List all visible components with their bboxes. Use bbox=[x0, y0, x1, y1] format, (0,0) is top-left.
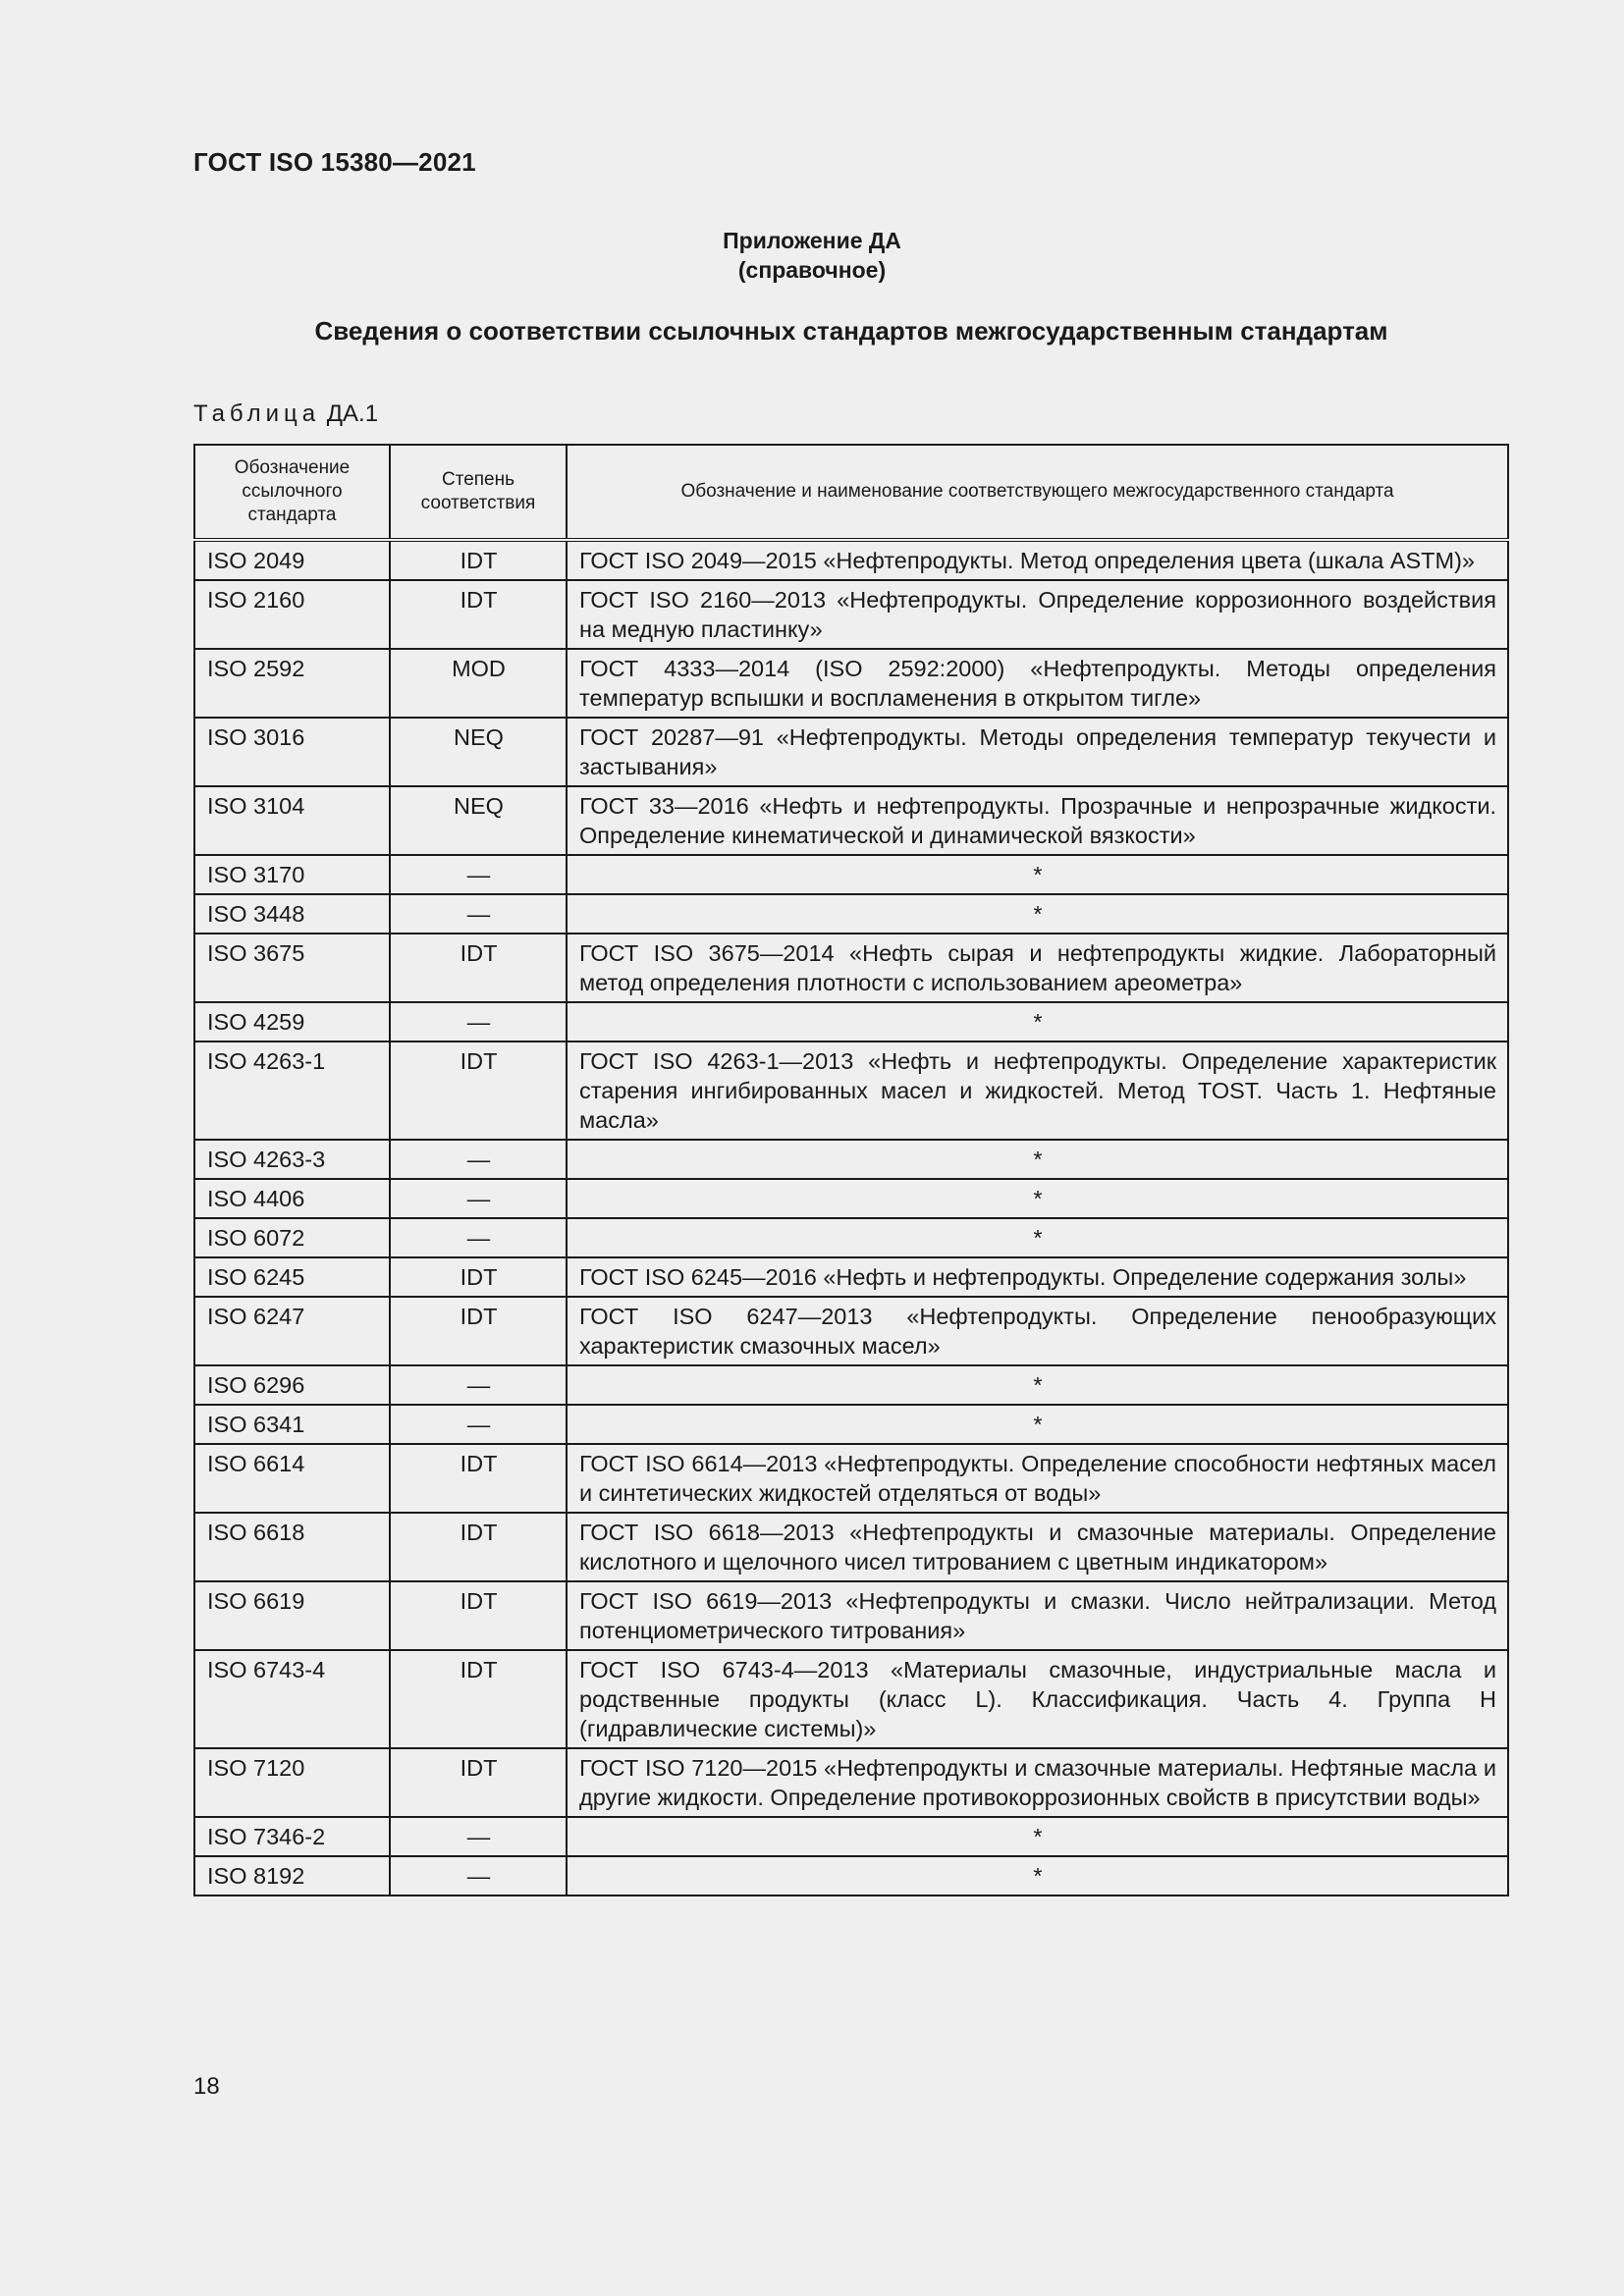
annex-block bbox=[0, 226, 1624, 285]
cell-ref-standard: ISO 6296 bbox=[194, 1365, 390, 1405]
cell-ref-standard: ISO 2592 bbox=[194, 649, 390, 718]
cell-ref-standard: ISO 7120 bbox=[194, 1748, 390, 1817]
cell-ref-standard: ISO 4263-3 bbox=[194, 1140, 390, 1179]
table-row bbox=[194, 1817, 1508, 1856]
annex-subtitle: (справочное) bbox=[737, 257, 887, 283]
cell-degree: IDT bbox=[390, 1041, 567, 1140]
table-row bbox=[194, 934, 1508, 1002]
cell-ref-standard: ISO 4259 bbox=[194, 1002, 390, 1041]
cell-interstate-standard: ГОСТ ISO 6245—2016 «Нефть и нефтепродукты. Определение содержания золы» bbox=[567, 1257, 1508, 1297]
table-row bbox=[194, 1179, 1508, 1218]
table-row bbox=[194, 1856, 1508, 1896]
cell-ref-standard: ISO 6247 bbox=[194, 1297, 390, 1365]
cell-interstate-standard: ГОСТ ISO 6618—2013 «Нефтепродукты и смазочные материалы. Определение кислотного и щелочного чисел титрованием с цветным индикатором» bbox=[567, 1513, 1508, 1581]
header-degree: Степень соответствия bbox=[390, 445, 567, 540]
cell-degree: IDT bbox=[390, 1257, 567, 1297]
cell-ref-standard: ISO 2049 bbox=[194, 540, 390, 580]
table-row bbox=[194, 855, 1508, 894]
cell-interstate-standard: ГОСТ ISO 6619—2013 «Нефтепродукты и смазки. Число нейтрализации. Метод потенциометрического титрования» bbox=[567, 1581, 1508, 1650]
cell-ref-standard: ISO 6618 bbox=[194, 1513, 390, 1581]
cell-interstate-standard: ГОСТ ISO 6247—2013 «Нефтепродукты. Определение пенообразующих характеристик смазочных масел» bbox=[567, 1297, 1508, 1365]
table-row bbox=[194, 894, 1508, 934]
cell-interstate-standard: ГОСТ ISO 7120—2015 «Нефтепродукты и смазочные материалы. Нефтяные масла и другие жидкости. Определение противокоррозионных свойств в присутствии воды» bbox=[567, 1748, 1508, 1817]
cell-degree: IDT bbox=[390, 1581, 567, 1650]
cell-ref-standard: ISO 6619 bbox=[194, 1581, 390, 1650]
table-body bbox=[194, 540, 1508, 1896]
table-row bbox=[194, 580, 1508, 649]
cell-degree: NEQ bbox=[390, 786, 567, 855]
standards-table bbox=[193, 444, 1509, 1896]
cell-ref-standard: ISO 4406 bbox=[194, 1179, 390, 1218]
table-row bbox=[194, 1748, 1508, 1817]
cell-ref-standard: ISO 7346-2 bbox=[194, 1817, 390, 1856]
cell-degree: — bbox=[390, 1856, 567, 1896]
table-header-row bbox=[194, 445, 1508, 540]
table-row bbox=[194, 1041, 1508, 1140]
cell-ref-standard: ISO 6245 bbox=[194, 1257, 390, 1297]
cell-degree: — bbox=[390, 894, 567, 934]
table-row bbox=[194, 1513, 1508, 1581]
table-row bbox=[194, 1218, 1508, 1257]
cell-ref-standard: ISO 6072 bbox=[194, 1218, 390, 1257]
annex-title: Приложение ДА bbox=[723, 228, 901, 253]
table-caption bbox=[193, 400, 378, 428]
cell-degree: — bbox=[390, 1002, 567, 1041]
cell-degree: IDT bbox=[390, 1748, 567, 1817]
table-row bbox=[194, 1297, 1508, 1365]
cell-degree: MOD bbox=[390, 649, 567, 718]
cell-degree: — bbox=[390, 1365, 567, 1405]
cell-ref-standard: ISO 2160 bbox=[194, 580, 390, 649]
cell-degree: IDT bbox=[390, 1650, 567, 1748]
cell-degree: — bbox=[390, 855, 567, 894]
table-row bbox=[194, 1365, 1508, 1405]
cell-interstate-standard: * bbox=[567, 1218, 1508, 1257]
cell-ref-standard: ISO 3448 bbox=[194, 894, 390, 934]
cell-interstate-standard: ГОСТ 33—2016 «Нефть и нефтепродукты. Прозрачные и непрозрачные жидкости. Определение кинематической и динамической вязкости» bbox=[567, 786, 1508, 855]
cell-degree: IDT bbox=[390, 934, 567, 1002]
page-number: 18 bbox=[193, 2073, 220, 2100]
cell-degree: NEQ bbox=[390, 718, 567, 786]
cell-interstate-standard: * bbox=[567, 894, 1508, 934]
cell-ref-standard: ISO 4263-1 bbox=[194, 1041, 390, 1140]
cell-degree: IDT bbox=[390, 1513, 567, 1581]
cell-interstate-standard: ГОСТ 20287—91 «Нефтепродукты. Методы определения температур текучести и застывания» bbox=[567, 718, 1508, 786]
cell-interstate-standard: * bbox=[567, 1140, 1508, 1179]
header-interstate-standard: Обозначение и наименование соответствующего межгосударственного стандарта bbox=[567, 445, 1508, 540]
cell-ref-standard: ISO 3675 bbox=[194, 934, 390, 1002]
table-row bbox=[194, 1002, 1508, 1041]
cell-degree: — bbox=[390, 1817, 567, 1856]
header-ref-standard: Обозначение ссылочного стандарта bbox=[194, 445, 390, 540]
cell-interstate-standard: ГОСТ ISO 2160—2013 «Нефтепродукты. Определение коррозионного воздействия на медную пластинку» bbox=[567, 580, 1508, 649]
cell-interstate-standard: ГОСТ ISO 4263-1—2013 «Нефть и нефтепродукты. Определение характеристик старения ингибированных масел и жидкостей. Метод TOST. Часть 1. Нефтяные масла» bbox=[567, 1041, 1508, 1140]
cell-interstate-standard: * bbox=[567, 1405, 1508, 1444]
cell-interstate-standard: ГОСТ ISO 2049—2015 «Нефтепродукты. Метод определения цвета (шкала ASTM)» bbox=[567, 540, 1508, 580]
table-row bbox=[194, 1405, 1508, 1444]
table-row bbox=[194, 1650, 1508, 1748]
cell-degree: IDT bbox=[390, 540, 567, 580]
cell-interstate-standard: * bbox=[567, 855, 1508, 894]
table-row bbox=[194, 1257, 1508, 1297]
table-row bbox=[194, 649, 1508, 718]
cell-interstate-standard: * bbox=[567, 1365, 1508, 1405]
cell-interstate-standard: * bbox=[567, 1856, 1508, 1896]
table-row bbox=[194, 540, 1508, 580]
table-row bbox=[194, 1444, 1508, 1513]
cell-ref-standard: ISO 3170 bbox=[194, 855, 390, 894]
document-code: ГОСТ ISO 15380—2021 bbox=[193, 147, 476, 177]
cell-ref-standard: ISO 6614 bbox=[194, 1444, 390, 1513]
cell-ref-standard: ISO 6341 bbox=[194, 1405, 390, 1444]
cell-degree: — bbox=[390, 1218, 567, 1257]
table-row bbox=[194, 718, 1508, 786]
table-row bbox=[194, 786, 1508, 855]
cell-interstate-standard: ГОСТ ISO 6743-4—2013 «Материалы смазочные, индустриальные масла и родственные продукты (класс L). Классификация. Часть 4. Группа H (гидравлические системы)» bbox=[567, 1650, 1508, 1748]
table-row bbox=[194, 1140, 1508, 1179]
cell-interstate-standard: * bbox=[567, 1817, 1508, 1856]
cell-degree: — bbox=[390, 1405, 567, 1444]
cell-degree: — bbox=[390, 1179, 567, 1218]
table-caption-number: ДА.1 bbox=[326, 400, 379, 427]
annex-heading: Сведения о соответствии ссылочных стандартов межгосударственным стандартам bbox=[314, 316, 1388, 346]
cell-degree: IDT bbox=[390, 1444, 567, 1513]
cell-ref-standard: ISO 8192 bbox=[194, 1856, 390, 1896]
cell-interstate-standard: ГОСТ 4333—2014 (ISO 2592:2000) «Нефтепродукты. Методы определения температур вспышки и воспламенения в открытом тигле» bbox=[567, 649, 1508, 718]
cell-degree: — bbox=[390, 1140, 567, 1179]
cell-interstate-standard: ГОСТ ISO 3675—2014 «Нефть сырая и нефтепродукты жидкие. Лабораторный метод определения плотности с использованием ареометра» bbox=[567, 934, 1508, 1002]
cell-degree: IDT bbox=[390, 1297, 567, 1365]
cell-interstate-standard: * bbox=[567, 1002, 1508, 1041]
cell-ref-standard: ISO 3104 bbox=[194, 786, 390, 855]
cell-ref-standard: ISO 3016 bbox=[194, 718, 390, 786]
cell-interstate-standard: ГОСТ ISO 6614—2013 «Нефтепродукты. Определение способности нефтяных масел и синтетических жидкостей отделяться от воды» bbox=[567, 1444, 1508, 1513]
table-row bbox=[194, 1581, 1508, 1650]
cell-ref-standard: ISO 6743-4 bbox=[194, 1650, 390, 1748]
cell-interstate-standard: * bbox=[567, 1179, 1508, 1218]
table-caption-word: Таблица bbox=[193, 400, 321, 427]
cell-degree: IDT bbox=[390, 580, 567, 649]
